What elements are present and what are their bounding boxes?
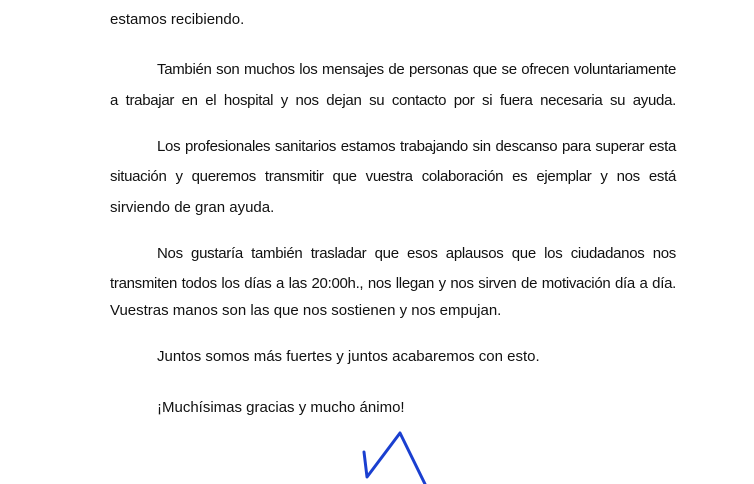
paragraph-line: sirviendo de gran ayuda. — [110, 199, 275, 216]
paragraph-line: transmiten todos los días a las 20:00h., nos llegan y nos sirven de motivación día a día. — [110, 275, 676, 292]
paragraph-line: Nos gustaría también trasladar que esos aplausos que los ciudadanos nos — [157, 245, 676, 262]
paragraph-line: Los profesionales sanitarios estamos trabajando sin descanso para superar esta — [157, 138, 676, 155]
paragraph-line: Juntos somos más fuertes y juntos acabaremos con esto. — [157, 348, 540, 365]
paragraph-line: ¡Muchísimas gracias y mucho ánimo! — [157, 399, 405, 416]
paragraph-line: Vuestras manos son las que nos sostienen y nos empujan. — [110, 302, 502, 319]
paragraph-line: situación y queremos transmitir que vuestra colaboración es ejemplar y nos está — [110, 168, 676, 185]
paragraph-line: a trabajar en el hospital y nos dejan su contacto por si fuera necesaria su ayuda. — [110, 92, 676, 109]
paragraph-line: También son muchos los mensajes de personas que se ofrecen voluntariamente — [157, 61, 676, 78]
paragraph-line: estamos recibiendo. — [110, 11, 245, 28]
